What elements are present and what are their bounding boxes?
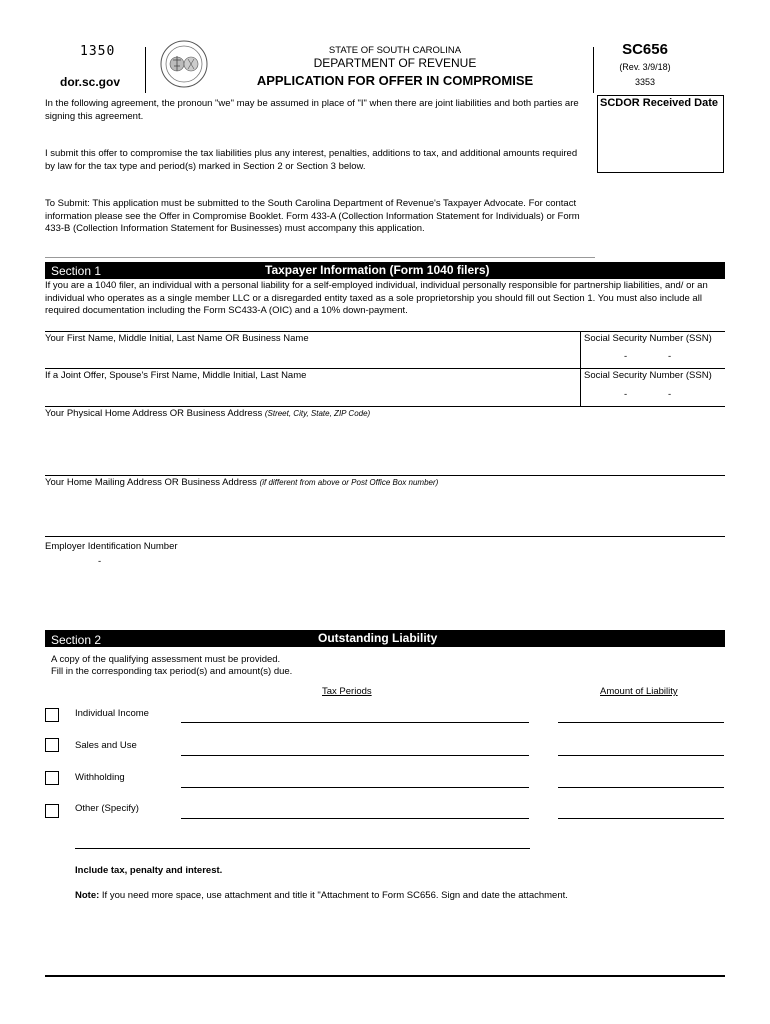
form-number: SC656 <box>622 41 668 58</box>
section1-description: If you are a 1040 filer, an individual with a personal liability for a self-employed individual, individual personally responsible for partnership liabilities, and/ or an individual who operates as a single member LLC or a disregarded entity taxed as a sole proprietorship you should fill out Section 1. You must also include all required documentation including the Form SC433-A (OIC) and a 10% down-payment. <box>45 280 708 316</box>
section2-note-1: A copy of the qualifying assessment must be provided. <box>51 654 281 665</box>
spouse-ssn-field[interactable] <box>582 368 725 405</box>
revision-date: (Rev. 3/9/18) <box>619 62 671 72</box>
withholding-periods-line[interactable] <box>181 787 529 788</box>
ein-dash: - <box>98 556 102 567</box>
withholding-label: Withholding <box>75 772 125 783</box>
section2-note-2: Fill in the corresponding tax period(s) and amount(s) due. <box>51 666 293 677</box>
note-text: If you need more space, use attachment and title it "Attachment to Form SC656. Sign and date the attachment. <box>101 890 568 901</box>
form-id: 3353 <box>634 77 656 87</box>
spouse-ssn-dash-2: - <box>668 389 672 400</box>
spouse-ssn-dash-1: - <box>624 389 628 400</box>
other-periods-line[interactable] <box>181 818 529 819</box>
spouse-name-field[interactable] <box>45 368 578 405</box>
page-footer-rule <box>45 975 725 977</box>
received-date-label: SCDOR Received Date <box>600 97 718 109</box>
website: dor.sc.gov <box>60 75 121 89</box>
ssn-dash-2: - <box>668 351 672 362</box>
ein-label: Employer Identification Number <box>45 541 178 552</box>
note-label: Note: <box>75 890 100 901</box>
name-label: Your First Name, Middle Initial, Last Name OR Business Name <box>45 333 309 344</box>
department-name: DEPARTMENT OF REVENUE <box>313 56 477 70</box>
other-amount-line[interactable] <box>558 818 724 819</box>
ssn-label: Social Security Number (SSN) <box>584 333 712 344</box>
section2-header <box>45 630 725 647</box>
section1-header <box>45 262 725 279</box>
physical-address-label: Your Physical Home Address OR Business Address <box>45 408 263 419</box>
form-code: 1350 <box>80 44 116 59</box>
physical-address-hint: (Street, City, State, ZIP Code) <box>264 409 371 418</box>
intro-paragraph-2: I submit this offer to compromise the tax liabilities plus any interest, penalties, additions to tax, and additional amounts required by law for the tax type and period(s) marked in Section 2 or Section 3 below. <box>45 148 578 172</box>
state-seal <box>160 40 208 88</box>
section2-label: Section 2 <box>51 633 102 647</box>
tax-periods-header: Tax Periods <box>322 686 372 697</box>
name-field[interactable] <box>45 331 578 367</box>
intro-paragraph-1: In the following agreement, the pronoun "we" may be assumed in place of "I" when there are joint liabilities and both parties are signing this agreement. <box>45 98 579 122</box>
received-date-box[interactable] <box>597 95 724 173</box>
sales-use-checkbox[interactable] <box>45 738 59 752</box>
header-divider-right <box>593 47 594 93</box>
intro-paragraph-3: To Submit: This application must be submitted to the South Carolina Department of Revenue's Taxpayer Advocate. For contact information please see the Offer in Compromise Booklet. Form 433-A (Collection Information Statement for Individuals) or Form 433-B (Collection Information Statement for Businesses) must accompany this application. <box>45 198 580 234</box>
withholding-amount-line[interactable] <box>558 787 724 788</box>
mailing-address-hint: (if different from above or Post Office Box number) <box>259 478 439 487</box>
mailing-address-field[interactable] <box>45 475 725 535</box>
header-divider-left <box>145 47 146 93</box>
section1-title: Taxpayer Information (Form 1040 filers) <box>265 263 490 277</box>
ssn-dash-1: - <box>624 351 628 362</box>
intro-divider <box>45 257 595 258</box>
individual-income-label: Individual Income <box>75 708 149 719</box>
section1-label: Section 1 <box>51 264 102 278</box>
spouse-ssn-label: Social Security Number (SSN) <box>584 370 712 381</box>
attachment-note <box>75 890 725 903</box>
form-title: APPLICATION FOR OFFER IN COMPROMISE <box>256 73 534 88</box>
state-name: STATE OF SOUTH CAROLINA <box>328 45 462 56</box>
sales-use-periods-line[interactable] <box>181 755 529 756</box>
individual-income-amount-line[interactable] <box>558 722 724 723</box>
withholding-checkbox[interactable] <box>45 771 59 785</box>
other-specify-line[interactable] <box>75 848 530 849</box>
amount-header: Amount of Liability <box>600 686 678 697</box>
ein-field[interactable] <box>45 536 345 576</box>
mailing-address-label: Your Home Mailing Address OR Business Address <box>45 477 257 488</box>
spouse-name-label: If a Joint Offer, Spouse's First Name, Middle Initial, Last Name <box>45 370 307 381</box>
other-label: Other (Specify) <box>75 803 139 814</box>
physical-address-field[interactable] <box>45 406 725 474</box>
ssn-field[interactable] <box>582 331 725 367</box>
include-note: Include tax, penalty and interest. <box>75 865 223 876</box>
individual-income-checkbox[interactable] <box>45 708 59 722</box>
sales-use-amount-line[interactable] <box>558 755 724 756</box>
sales-use-label: Sales and Use <box>75 740 137 751</box>
other-checkbox[interactable] <box>45 804 59 818</box>
individual-income-periods-line[interactable] <box>181 722 529 723</box>
section2-title: Outstanding Liability <box>318 631 438 645</box>
